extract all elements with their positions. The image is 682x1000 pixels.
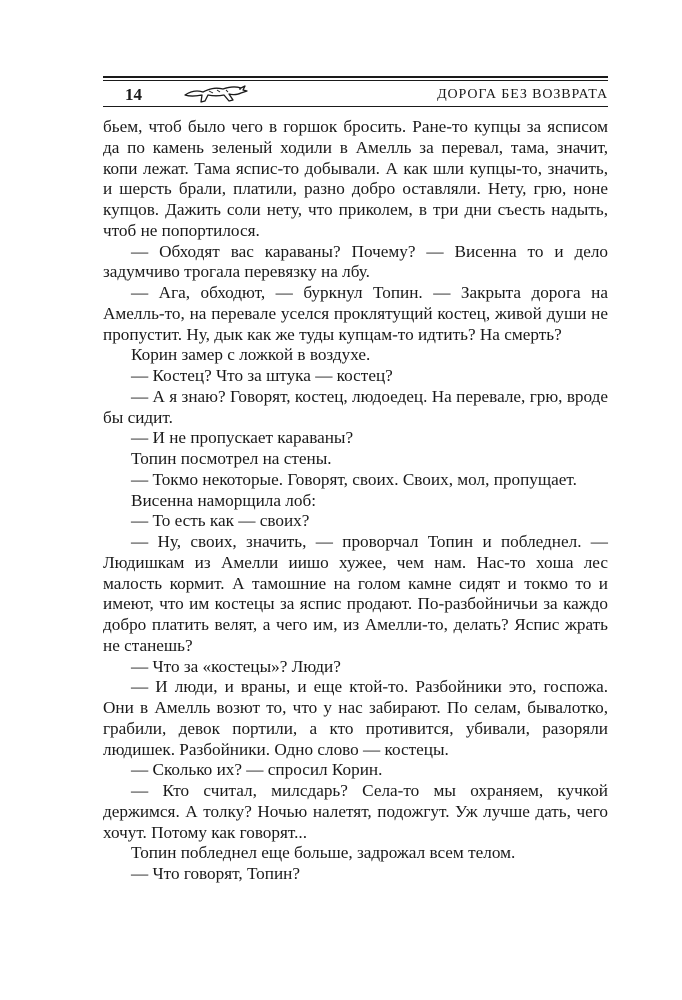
header-rule-top-thin	[103, 80, 608, 81]
paragraph: — Ну, своих, значить, — проворчал Топин и побледнел. — Людишкам из Амелли иишо хужее, чем нам. Нас-то хоша лес малость кормит. А тамошние на голом камне сидят и токмо то и имеют, что им костецы за яспис продают. По-разбойничьи за каждо добро платить велят, а чего им, из Амелли-то, делать? Яспис жрать не станешь?	[103, 532, 608, 655]
paragraph: — Что за «костецы»? Люди?	[131, 656, 341, 676]
paragraph: — То есть как — своих?	[131, 511, 310, 531]
paragraph: — Ага, обходют, — буркнул Топин. — Закрыта дорога на Амелль-то, на перевале уселся проклятущий костец, живой души не пропустит. Ну, дык как же туды купцам-то идтить? На смерть?	[103, 283, 608, 344]
paragraph: — Токмо некоторые. Говорят, своих. Своих, мол, пропущает.	[131, 469, 577, 489]
paragraph: — И люди, и враны, и еще ктой-то. Разбойники это, госпожа. Они в Амелль возют то, что у нас забирают. По селам, бывалотко, грабили, девок портили, а кто противится, убивали, разоряли людишек. Разбойники. Одно слово — костецы.	[103, 677, 608, 759]
paragraph: — Что говорят, Топин?	[131, 864, 300, 883]
paragraph: Висенна наморщила лоб:	[131, 490, 316, 510]
paragraph: — Сколько их? — спросил Корин.	[131, 760, 383, 780]
page-number: 14	[125, 85, 142, 104]
paragraph: — Кто считал, милсдарь? Села-то мы охраняем, кучкой держимся. А толку? Ночью налетят, подожгут. Уж лучше дать, чего хочут. Потому как говорят...	[103, 781, 608, 842]
paragraph: бьем, чтоб было чего в горшок бросить. Ране-то купцы за ясписом да по камень зеленый ходили в Амелль за перевал, тама, значит, копи лежат. Тама яспис-то добывали. А как шли купцы-то, значить, и шерсть брали, платили, разно добро оставляли. Нету, грю, ноне купцов. Дажить соли нету, что приколем, в три дни съесть надыть, чтоб не попортилося.	[103, 117, 608, 240]
paragraph: Корин замер с ложкой в воздухе.	[131, 345, 371, 365]
running-title: ДОРОГА БЕЗ ВОЗВРАТА	[437, 87, 608, 102]
paragraph: — И не пропускает караваны?	[131, 428, 354, 448]
paragraph: — Костец? Что за штука — костец?	[131, 366, 393, 385]
header-rule-bottom	[103, 106, 608, 107]
page-header	[103, 76, 608, 108]
header-rule-top	[103, 76, 608, 78]
paragraph: — Обходят вас караваны? Почему? — Висенна то и дело задумчиво трогала перевязку на лбу.	[103, 241, 608, 282]
paragraph: — А я знаю? Говорят, костец, людоедец. На перевале, грю, вроде бы сидит.	[103, 386, 608, 427]
paragraph: Топин побледнел еще больше, задрожал всем телом.	[131, 843, 516, 863]
body-text	[103, 117, 608, 885]
paragraph: Топин посмотрел на стены.	[131, 449, 332, 468]
running-animal-emblem-icon	[183, 81, 251, 105]
